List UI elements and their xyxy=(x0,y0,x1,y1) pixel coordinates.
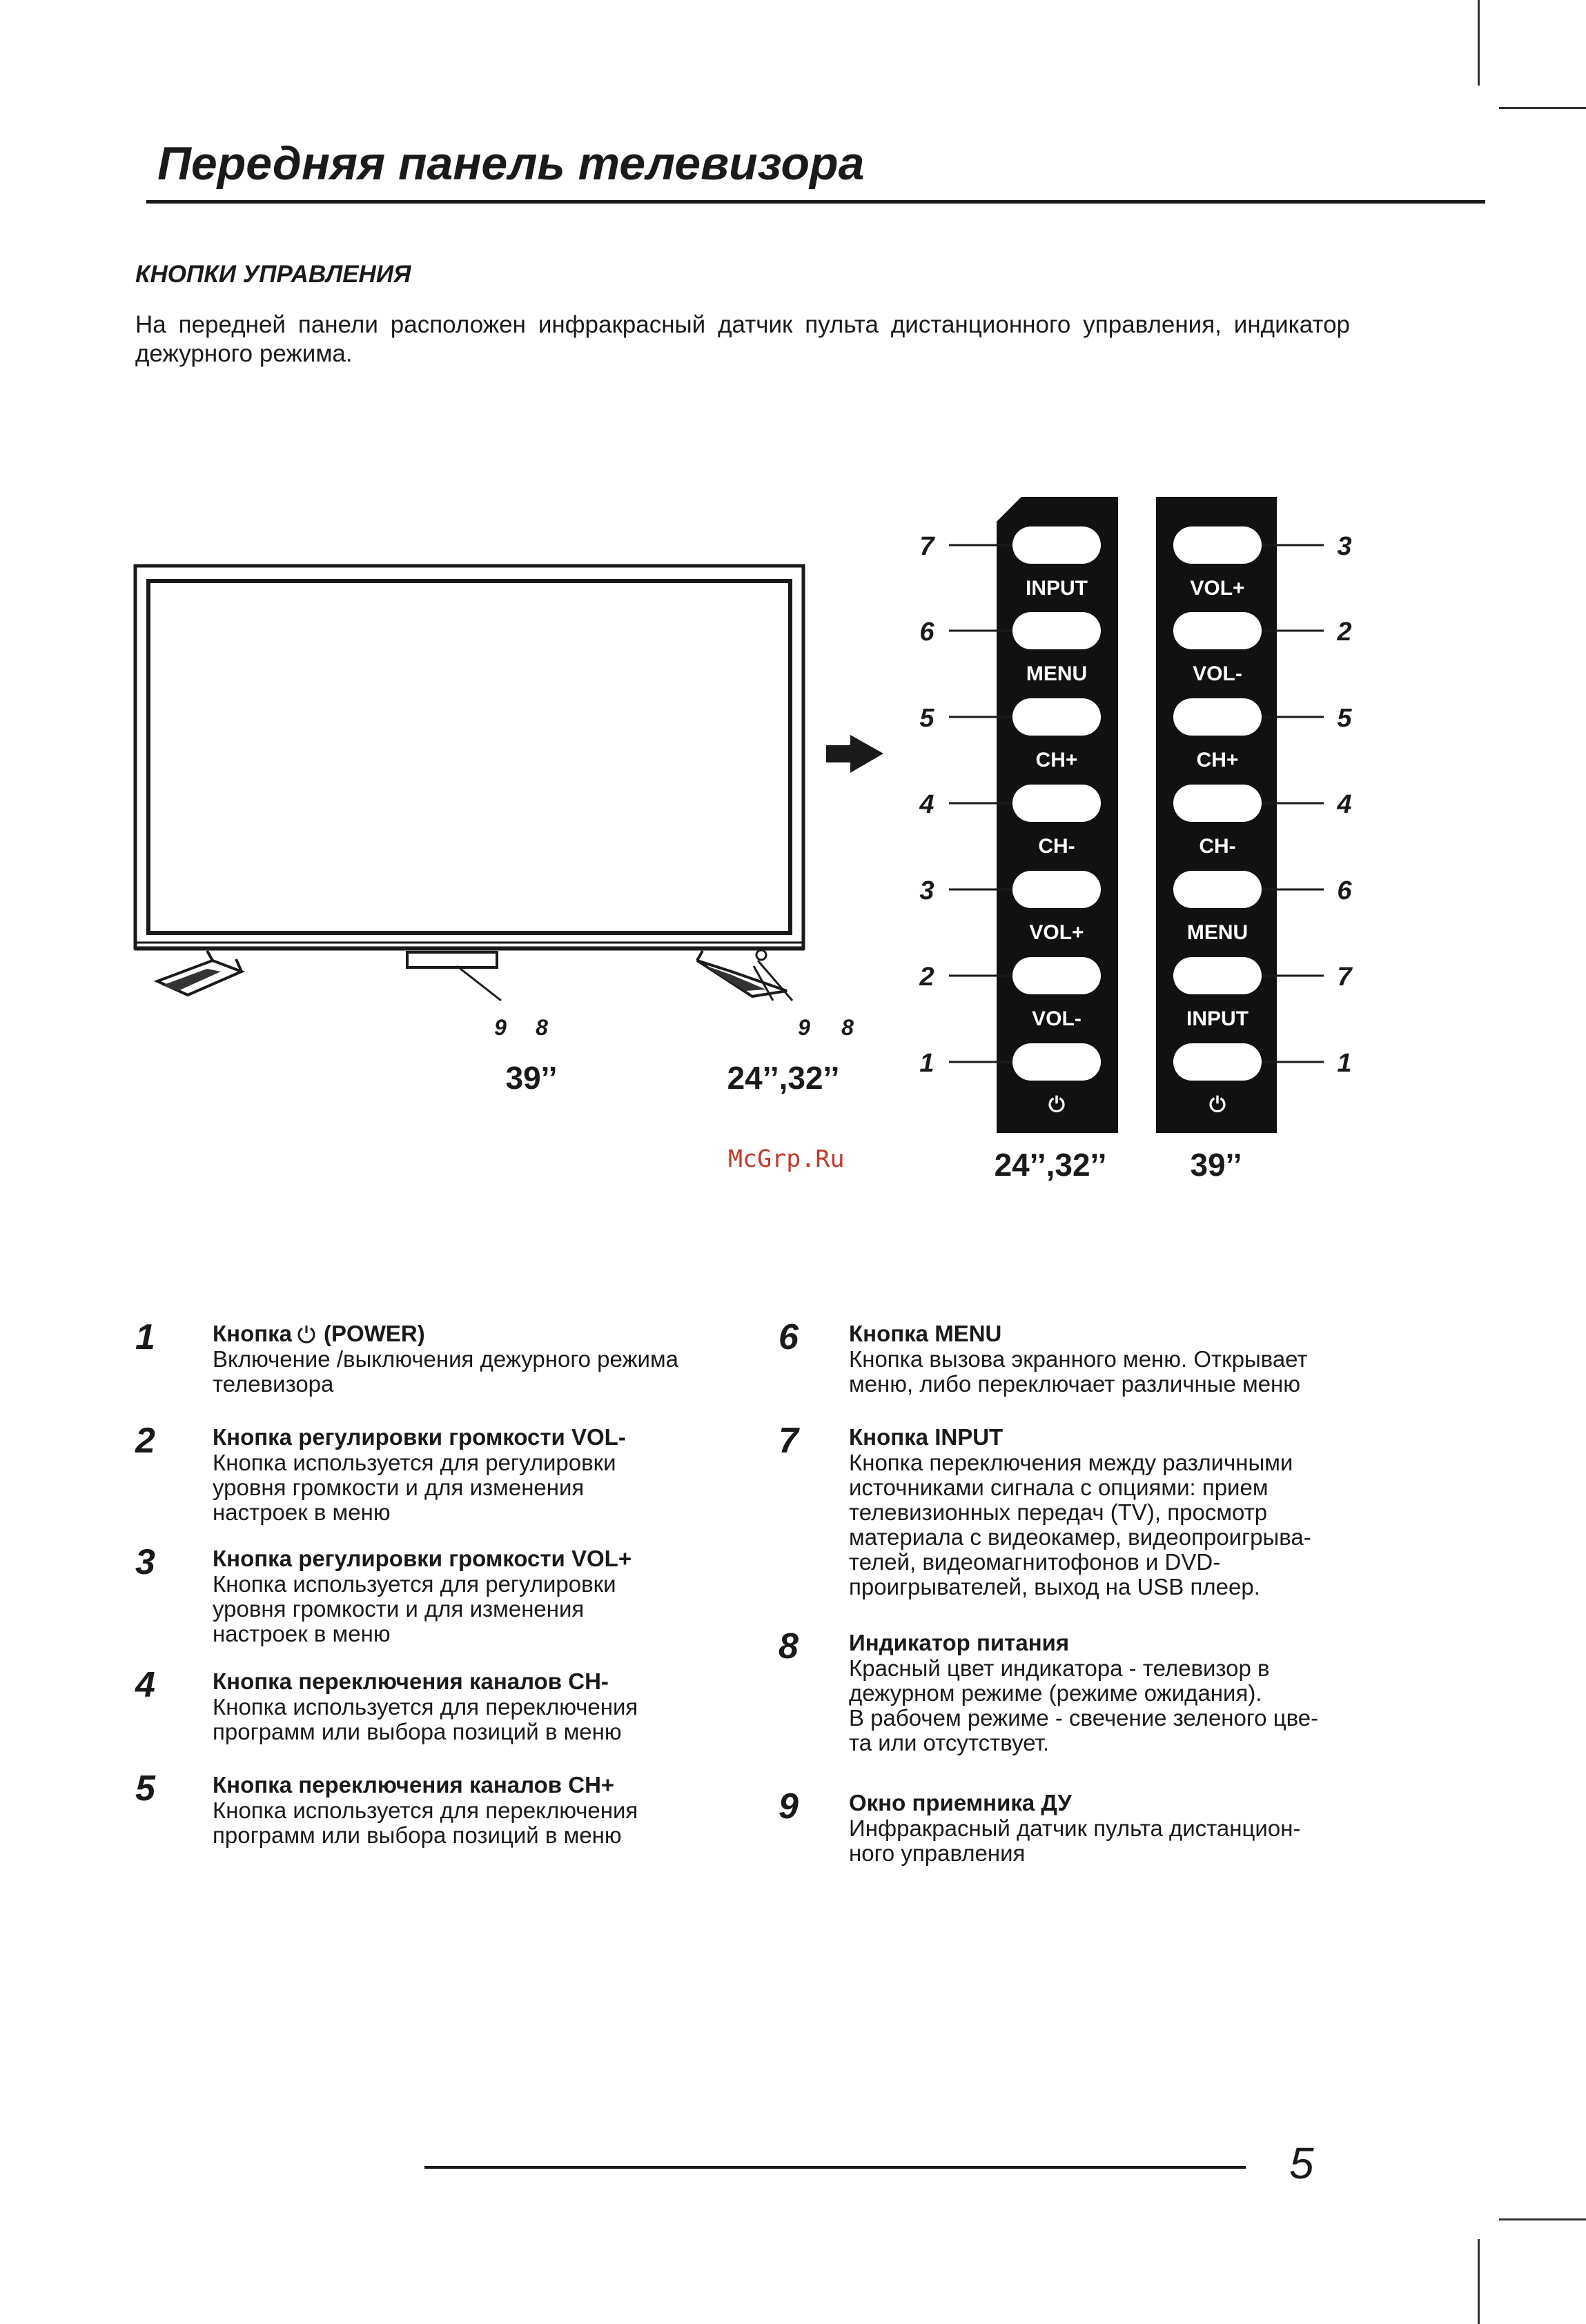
callout-number-left: 5 xyxy=(919,704,934,733)
tv-screen xyxy=(148,581,790,933)
item-description-line: телевизионных передач (TV), просмотр xyxy=(849,1499,1268,1525)
item-description-line: Кнопка используется для регулировки xyxy=(213,1571,616,1597)
crop-mark-bottom-horizontal xyxy=(1499,2218,1586,2220)
item-description-line: Инфракрасный датчик пульта дистанцион- xyxy=(849,1815,1301,1841)
tv-size-label: 39’’ xyxy=(505,1060,558,1096)
callout-number-right: 1 xyxy=(1337,1049,1352,1078)
item-number: 8 xyxy=(779,1626,799,1666)
tv-bottom-strip xyxy=(135,943,803,949)
item-number: 9 xyxy=(779,1786,799,1826)
item-number: 4 xyxy=(135,1665,155,1705)
item-description-line: та или отсутствует. xyxy=(849,1730,1050,1755)
arrow-icon xyxy=(826,735,883,773)
item-description-line: источниками сигнала с опциями: прием xyxy=(849,1475,1269,1500)
tv-callout-number: 9 xyxy=(798,1015,810,1040)
item-title: Окно приемника ДУ xyxy=(849,1790,1072,1815)
button-label-right: INPUT xyxy=(1186,1007,1249,1030)
item-description-line: дежурном режиме (режиме ожидания). xyxy=(849,1680,1262,1706)
item-description-line: уровня громкости и для изменения xyxy=(213,1475,585,1500)
tv-callout-number: 8 xyxy=(841,1015,854,1040)
item-description-line: программ или выбора позиций в меню xyxy=(213,1719,622,1744)
intro-paragraph: На передней панели расположен инфракрасный датчик пульта дистанционного управления, индикатор дежурного режима. xyxy=(135,311,1350,367)
item-title xyxy=(213,1321,425,1347)
panel-size-label-right: 39’’ xyxy=(1190,1147,1242,1183)
tv-size-label: 24’’,32’’ xyxy=(727,1060,840,1096)
power-icon: ⏻ xyxy=(1048,1094,1065,1116)
page-title: Передняя панель телевизора xyxy=(157,137,865,190)
button-label-left: CH+ xyxy=(1035,749,1078,771)
item-description-line: Кнопка используется для переключения xyxy=(213,1798,638,1823)
item-number: 7 xyxy=(779,1421,799,1461)
callout-number-right: 4 xyxy=(1337,790,1352,819)
tv-callout-number: 8 xyxy=(536,1015,548,1040)
section-heading: КНОПКИ УПРАВЛЕНИЯ xyxy=(135,261,411,288)
power-icon: ⏻ xyxy=(1209,1094,1226,1116)
item-description-line: В рабочем режиме - свечение зеленого цве- xyxy=(849,1705,1319,1731)
item-description-line: телевизора xyxy=(213,1371,334,1397)
button-label-right: VOL- xyxy=(1193,662,1242,685)
item-title: Кнопка регулировки громкости VOL+ xyxy=(213,1546,632,1571)
item-description-line: телей, видеомагнитофонов и DVD- xyxy=(849,1549,1221,1575)
power-icon xyxy=(296,1323,317,1344)
item-title: Кнопка MENU xyxy=(849,1321,1002,1346)
callout-number-left: 7 xyxy=(919,532,934,561)
item-number: 5 xyxy=(135,1769,155,1809)
button-label-left: VOL- xyxy=(1032,1007,1081,1030)
button-label-right: VOL+ xyxy=(1190,577,1245,600)
item-description-line: ного управления xyxy=(849,1840,1026,1866)
callout-number-right: 3 xyxy=(1337,532,1352,561)
button-label-right: CH+ xyxy=(1196,749,1239,771)
tv-callout-number: 9 xyxy=(494,1015,507,1040)
item-title: Кнопка переключения каналов CH+ xyxy=(213,1772,615,1798)
footer-rule xyxy=(424,2166,1246,2169)
callout-number-right: 7 xyxy=(1337,963,1352,992)
item-description-line: уровня громкости и для изменения xyxy=(213,1596,585,1622)
item-title-text: (POWER) xyxy=(324,1321,425,1346)
page-number: 5 xyxy=(1289,2138,1314,2188)
item-number: 1 xyxy=(135,1317,155,1357)
tv-stand-left xyxy=(157,951,242,995)
crop-mark-bottom-vertical xyxy=(1478,2239,1480,2324)
button-label-right: MENU xyxy=(1186,921,1249,944)
watermark: McGrp.Ru xyxy=(728,1145,845,1173)
item-title: Кнопка INPUT xyxy=(849,1424,1004,1450)
item-title: Кнопка регулировки громкости VOL- xyxy=(213,1424,626,1450)
callout-number-left: 3 xyxy=(919,876,934,905)
item-description-line: Включение /выключения дежурного режима xyxy=(213,1346,679,1372)
item-description-line: Кнопка используется для регулировки xyxy=(213,1450,616,1475)
panel-size-label-left: 24’’,32’’ xyxy=(994,1147,1107,1183)
item-number: 3 xyxy=(135,1542,155,1582)
tv-bezel xyxy=(135,566,803,948)
item-title: Индикатор питания xyxy=(849,1630,1070,1655)
button-label-left: VOL+ xyxy=(1029,921,1084,944)
item-description-line: проигрывателей, выход на USB плеер. xyxy=(849,1574,1260,1599)
button-label-left: MENU xyxy=(1026,662,1088,685)
callout-number-left: 2 xyxy=(919,963,934,992)
item-description-line: Красный цвет индикатора - телевизор в xyxy=(849,1655,1270,1681)
item-description-line: настроек в меню xyxy=(213,1621,391,1646)
callout-number-right: 2 xyxy=(1337,618,1352,647)
button-label-left: INPUT xyxy=(1026,577,1088,600)
tv-stand-right xyxy=(697,951,787,996)
item-number: 6 xyxy=(779,1317,799,1357)
item-description-line: меню, либо переключает различные меню xyxy=(849,1371,1301,1397)
button-label-left: CH- xyxy=(1038,835,1075,858)
callout-number-left: 1 xyxy=(919,1049,934,1078)
item-description-line: Кнопка вызова экранного меню. Открывает xyxy=(849,1346,1308,1372)
item-title-text: Кнопка xyxy=(213,1321,293,1346)
item-description-line: материала с видеокамер, видеопроигрыва- xyxy=(849,1524,1311,1550)
item-title: Кнопка переключения каналов CH- xyxy=(213,1668,609,1694)
tv-sensor-block xyxy=(407,952,497,967)
callout-number-left: 4 xyxy=(919,790,934,819)
item-description-line: Кнопка переключения между различными xyxy=(849,1450,1293,1475)
item-description-line: Кнопка используется для переключения xyxy=(213,1694,638,1720)
item-number: 2 xyxy=(135,1421,155,1461)
button-label-right: CH- xyxy=(1199,835,1236,858)
item-description-line: программ или выбора позиций в меню xyxy=(213,1822,622,1848)
callout-number-right: 6 xyxy=(1337,876,1352,905)
callout-number-left: 6 xyxy=(919,618,934,647)
item-description-line: настроек в меню xyxy=(213,1499,391,1525)
callout-number-right: 5 xyxy=(1337,704,1352,733)
tv-power-indicator xyxy=(756,950,766,960)
